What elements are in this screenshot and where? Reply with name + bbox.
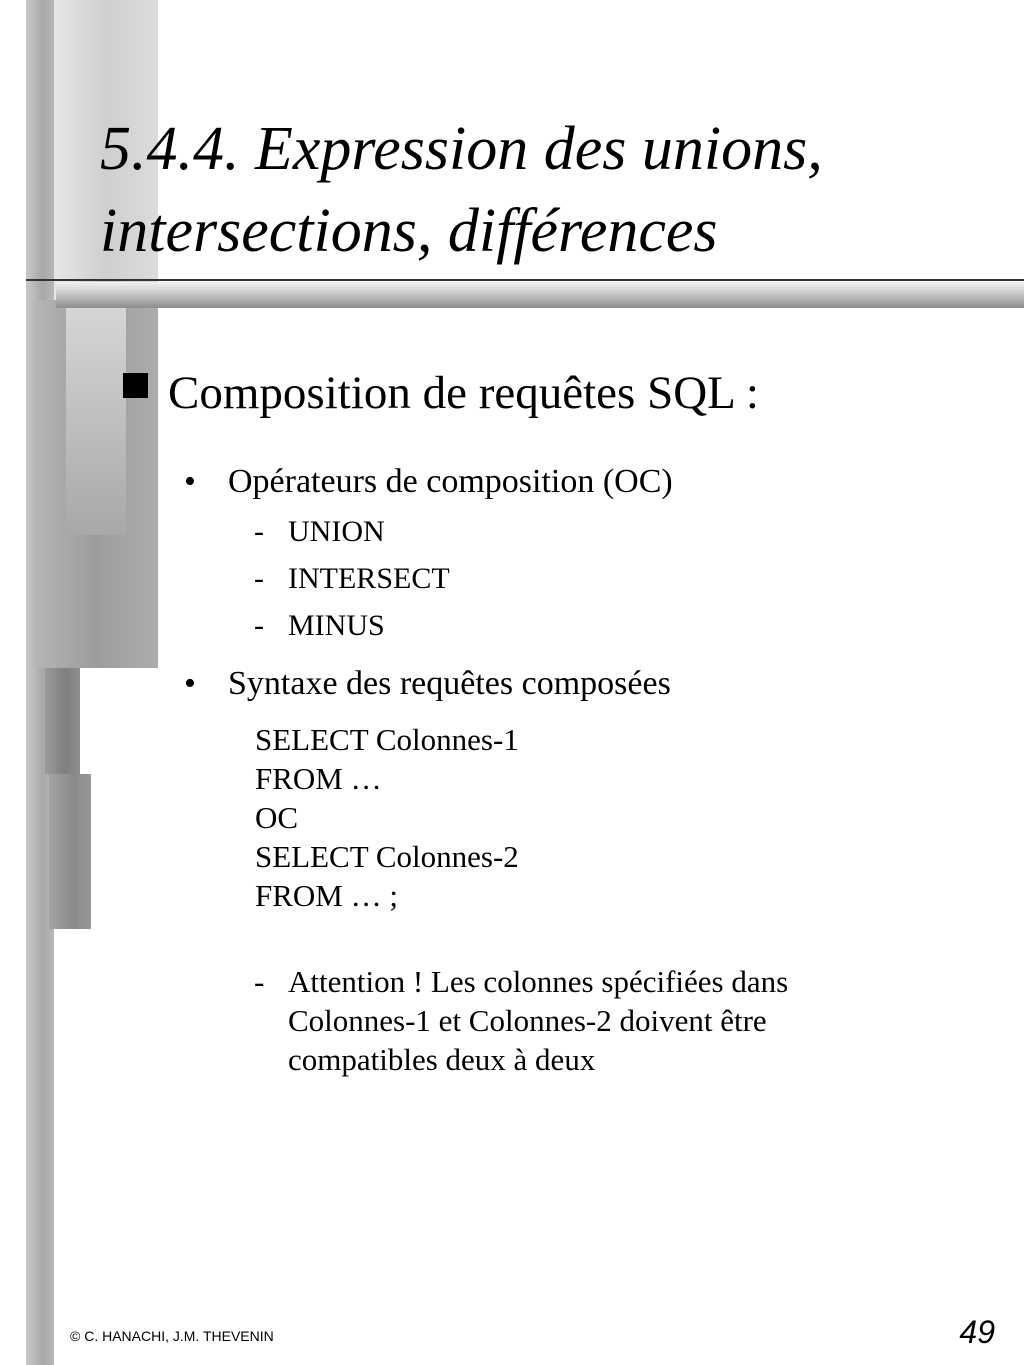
main-bullet [123, 366, 759, 420]
bullet-dot-icon: • [184, 463, 196, 500]
sub-bullet-text: Syntaxe des requêtes composées [228, 665, 671, 702]
code-line: SELECT Colonnes-2 [255, 839, 519, 874]
square-bullet-icon [123, 373, 148, 398]
list-item [254, 514, 385, 550]
main-bullet-text: Composition de requêtes SQL : [168, 367, 759, 419]
sub-bullet-operators [184, 462, 673, 502]
attention-line: compatibles deux à deux [288, 1042, 596, 1077]
list-item [254, 608, 385, 644]
slide-title-line-1: 5.4.4. Expression des unions, [100, 115, 823, 183]
code-line: OC [255, 800, 299, 835]
operator-union: UNION [288, 515, 385, 548]
decorative-bar [66, 307, 126, 535]
operator-intersect: INTERSECT [288, 562, 450, 595]
attention-line: Colonnes-1 et Colonnes-2 doivent être [288, 1003, 767, 1038]
list-item [254, 561, 450, 597]
dash-marker: - [254, 609, 264, 642]
dash-marker: - [254, 562, 264, 595]
sql-syntax-block [255, 720, 519, 915]
attention-line: Attention ! Les colonnes spécifiées dans [288, 964, 789, 999]
copyright-footer: © C. HANACHI, J.M. THEVENIN [70, 1328, 274, 1344]
bullet-dot-icon: • [184, 665, 196, 702]
code-line: FROM … ; [255, 878, 398, 913]
code-line: FROM … [255, 761, 382, 796]
sub-bullet-syntax [184, 664, 671, 704]
attention-text [288, 962, 868, 1079]
decorative-bar [45, 668, 80, 774]
sub-bullet-text: Opérateurs de composition (OC) [228, 463, 673, 500]
slide-title-line-2: intersections, différences [100, 197, 718, 265]
page-number: 49 [959, 1314, 995, 1350]
title-band [56, 282, 1024, 308]
dash-marker: - [254, 964, 265, 999]
slide-title [100, 108, 1000, 272]
title-divider [26, 279, 1024, 281]
decorative-bar [49, 774, 91, 929]
code-line: SELECT Colonnes-1 [255, 722, 519, 757]
attention-note [254, 962, 868, 1079]
dash-marker: - [254, 515, 264, 548]
operator-minus: MINUS [288, 609, 385, 642]
